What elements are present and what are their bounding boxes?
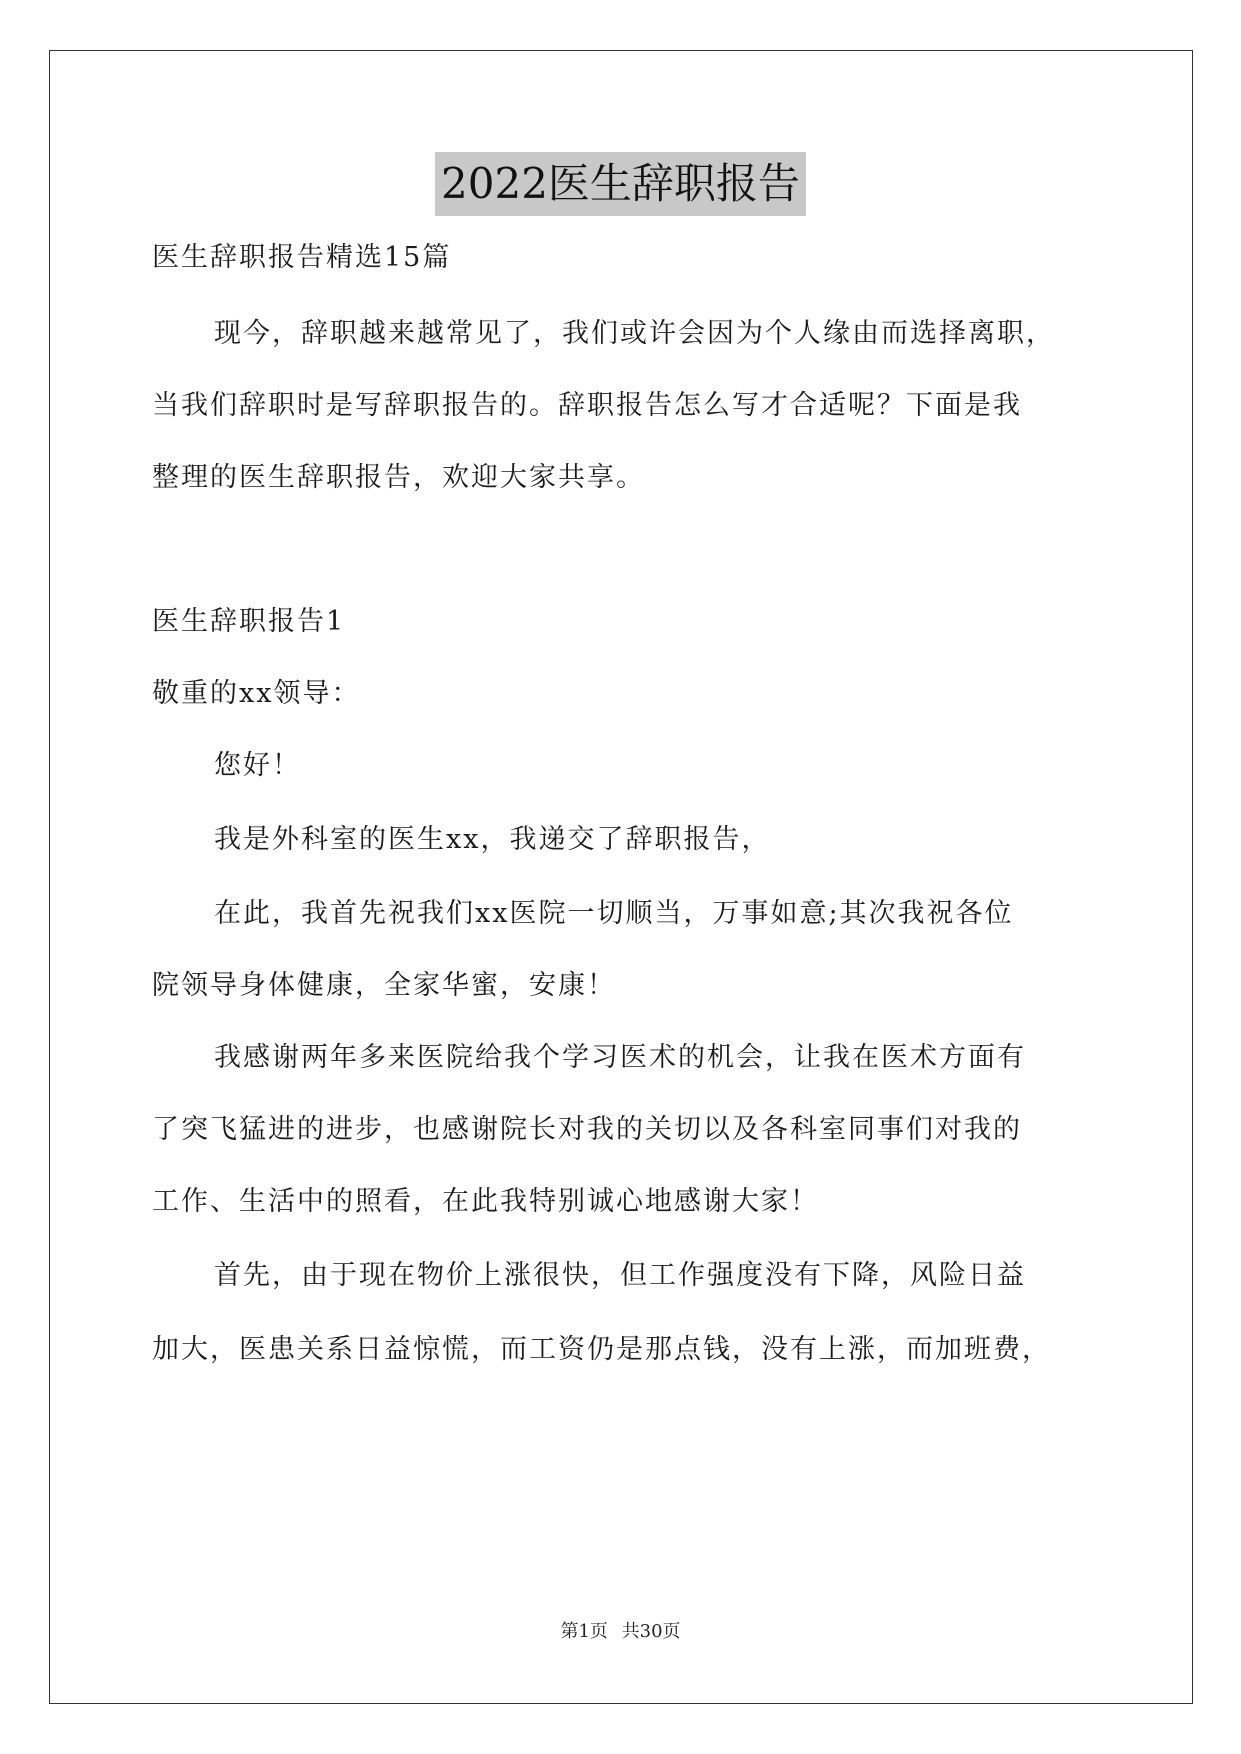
title-container xyxy=(0,152,1241,216)
paragraph-line: 我是外科室的医生xx，我递交了辞职报告， xyxy=(214,824,771,855)
page-footer xyxy=(0,1620,1241,1644)
paragraph-line: 整理的医生辞职报告，欢迎大家共享。 xyxy=(152,462,645,493)
paragraph-line: 工作、生活中的照看，在此我特别诚心地感谢大家！ xyxy=(152,1186,819,1217)
paragraph-line: 当我们辞职时是写辞职报告的。辞职报告怎么写才合适呢？下面是我 xyxy=(152,390,1022,421)
paragraph-line: 首先，由于现在物价上涨很快，但工作强度没有下降，风险日益 xyxy=(214,1260,1026,1291)
paragraph-line: 了突飞猛进的进步，也感谢院长对我的关切以及各科室同事们对我的 xyxy=(152,1114,1022,1145)
salutation-line: 敬重的xx领导： xyxy=(152,678,361,709)
paragraph-line: 院领导身体健康，全家华蜜，安康！ xyxy=(152,970,616,1001)
page-total: 共30页 xyxy=(621,1621,681,1642)
page-border xyxy=(49,50,1193,1704)
paragraph-line: 现今，辞职越来越常见了，我们或许会因为个人缘由而选择离职， xyxy=(214,318,1055,349)
paragraph-line: 我感谢两年多来医院给我个学习医术的机会，让我在医术方面有 xyxy=(214,1042,1026,1073)
paragraph-line: 在此，我首先祝我们xx医院一切顺当，万事如意;其次我祝各位 xyxy=(214,898,1014,929)
greeting-line: 您好！ xyxy=(214,750,301,781)
document-title: 2022医生辞职报告 xyxy=(435,152,806,216)
subtitle-line: 医生辞职报告精选15篇 xyxy=(152,242,452,273)
page-number: 第1页 xyxy=(560,1621,608,1642)
section-heading: 医生辞职报告1 xyxy=(152,606,346,637)
paragraph-line: 加大，医患关系日益惊慌，而工资仍是那点钱，没有上涨，而加班费， xyxy=(152,1334,1051,1365)
